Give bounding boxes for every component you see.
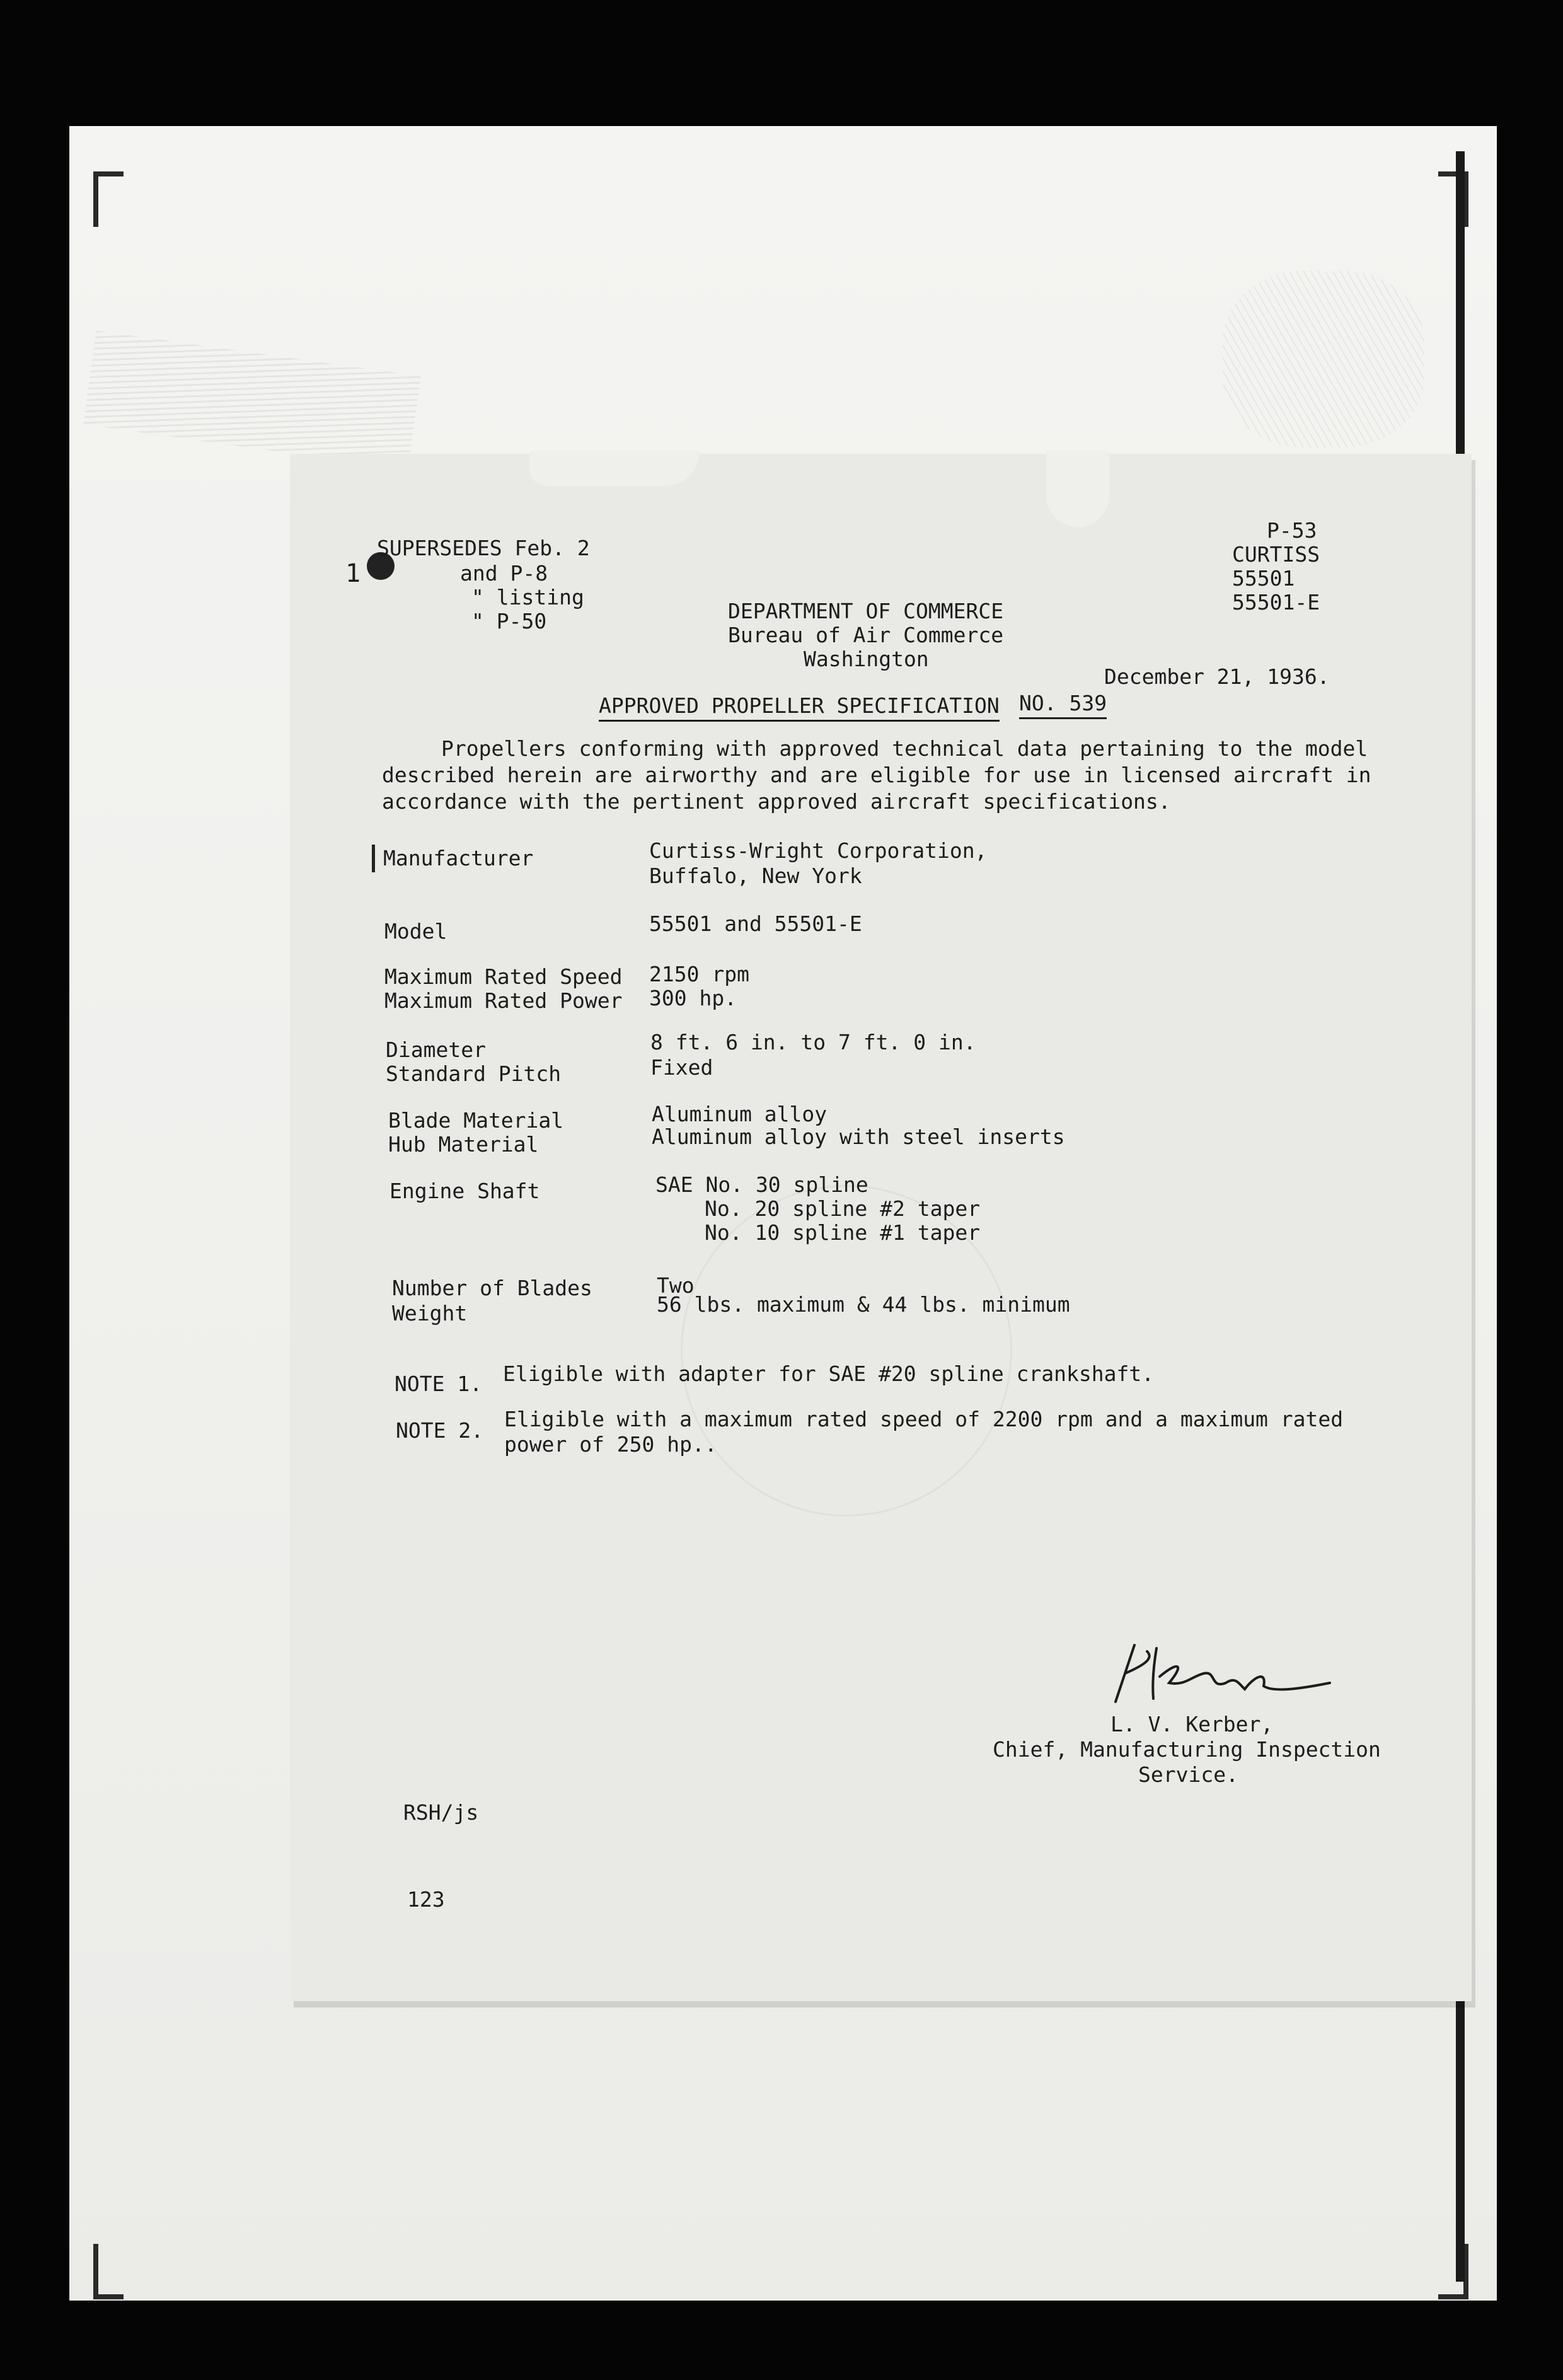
frame-corner-top-left xyxy=(93,171,124,227)
sheet-tear xyxy=(529,451,700,486)
max-speed-value: 2150 rpm xyxy=(649,962,749,986)
note-2-text-line-1: Eligible with a maximum rated speed of 2200 rpm and a maximum rated xyxy=(504,1407,1344,1431)
hub-material-label: Hub Material xyxy=(388,1132,539,1157)
spec-code-line-1: P-53 xyxy=(1267,518,1317,543)
manufacturer-location: Buffalo, New York xyxy=(649,864,862,888)
engine-shaft-value-3: No. 10 spline #1 taper xyxy=(705,1220,981,1245)
signatory-title-line-2: Service. xyxy=(1138,1762,1238,1787)
engine-shaft-label: Engine Shaft xyxy=(389,1179,540,1203)
hub-material-value: Aluminum alloy with steel inserts xyxy=(652,1124,1065,1149)
blades-value: Two xyxy=(657,1273,695,1298)
supersedes-line-4: " P-50 xyxy=(471,609,547,633)
max-power-value: 300 hp. xyxy=(649,986,737,1010)
margin-mark: 1 xyxy=(345,559,361,588)
note-2-label: NOTE 2. xyxy=(396,1418,484,1443)
weight-value: 56 lbs. maximum & 44 lbs. minimum xyxy=(657,1292,1070,1317)
smudge-mark xyxy=(1223,271,1424,448)
model-label: Model xyxy=(384,919,447,944)
blade-material-label: Blade Material xyxy=(388,1108,564,1133)
signatory-title-line-1: Chief, Manufacturing Inspection xyxy=(993,1737,1381,1762)
frame-corner-bottom-left xyxy=(93,2244,124,2299)
blades-label: Number of Blades xyxy=(392,1276,592,1300)
engine-shaft-value-2: No. 20 spline #2 taper xyxy=(705,1196,981,1221)
pitch-label: Standard Pitch xyxy=(386,1061,562,1086)
supersedes-line-3: " listing xyxy=(471,585,584,609)
intro-line-1: Propellers conforming with approved technical data pertaining to the model xyxy=(441,736,1368,761)
handwritten-signature xyxy=(1109,1639,1336,1708)
blade-material-value: Aluminum alloy xyxy=(652,1102,828,1126)
spec-code-line-4: 55501-E xyxy=(1232,590,1320,615)
intro-line-2: described herein are airworthy and are eligible for use in licensed aircraft in xyxy=(382,763,1371,787)
weight-label: Weight xyxy=(392,1301,468,1326)
model-value: 55501 and 55501-E xyxy=(649,911,862,936)
intro-line-3: accordance with the pertinent approved aircraft specifications. xyxy=(382,789,1171,814)
sheet-tear xyxy=(1046,451,1109,527)
supersedes-line-1: SUPERSEDES Feb. 2 xyxy=(377,536,590,560)
diameter-value: 8 ft. 6 in. to 7 ft. 0 in. xyxy=(650,1030,976,1054)
max-speed-label: Maximum Rated Speed xyxy=(384,964,623,989)
manufacturer-label: Manufacturer xyxy=(383,846,534,870)
document-title: APPROVED PROPELLER SPECIFICATION xyxy=(599,693,1000,722)
supersedes-line-2: and P-8 xyxy=(460,561,548,586)
specification-number: NO. 539 xyxy=(1019,691,1107,719)
spec-code-line-2: CURTISS xyxy=(1232,542,1320,567)
note-1-text: Eligible with adapter for SAE #20 spline crankshaft. xyxy=(503,1361,1155,1386)
diameter-label: Diameter xyxy=(386,1037,486,1062)
manufacturer-value: Curtiss-Wright Corporation, xyxy=(649,838,988,863)
note-1-label: NOTE 1. xyxy=(395,1372,483,1396)
agency-city: Washington xyxy=(804,647,929,671)
max-power-label: Maximum Rated Power xyxy=(384,988,623,1013)
pitch-value: Fixed xyxy=(650,1055,713,1080)
bureau-name: Bureau of Air Commerce xyxy=(728,623,1004,647)
note-2-text-line-2: power of 250 hp.. xyxy=(504,1432,717,1457)
department-name: DEPARTMENT OF COMMERCE xyxy=(728,599,1004,623)
spec-code-line-3: 55501 xyxy=(1232,566,1295,591)
signatory-name: L. V. Kerber, xyxy=(1110,1712,1274,1736)
typist-initials: RSH/js xyxy=(403,1800,479,1825)
document-date: December 21, 1936. xyxy=(1104,664,1330,689)
page-number: 123 xyxy=(407,1887,445,1912)
margin-tick xyxy=(372,845,375,872)
engine-shaft-value-1: SAE No. 30 spline xyxy=(655,1172,868,1197)
